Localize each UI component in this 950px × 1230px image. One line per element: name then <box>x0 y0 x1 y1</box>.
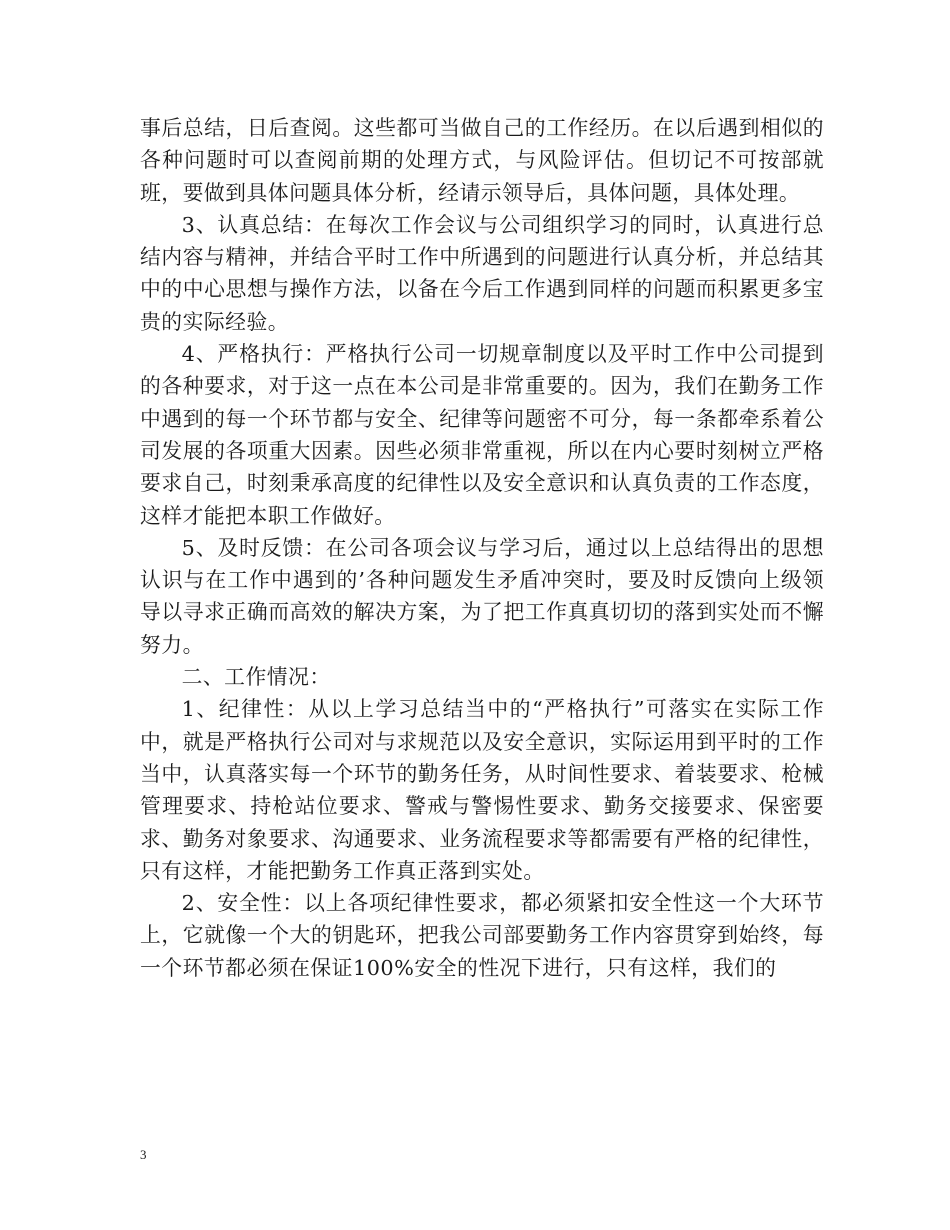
paragraph-item-1-discipline: 1、纪律性：从以上学习总结当中的“严格执行”可落实在实际工作中，就是严格执行公司对与求规范以及安全意识，实际运用到平时的工作当中，认真落实每一个环节的勤务任务，从时间性要求、着装要求、枪械管理要求、持枪站位要求、警戒与警惕性要求、勤务交接要求、保密要求、勤务对象要求、沟通要求、业务流程要求等都需要有严格的纪律性，只有这样，才能把勤务工作真正落到实处。 <box>140 697 824 883</box>
page-number: 3 <box>140 1147 147 1162</box>
section-heading-work-situation: 二、工作情况： <box>181 665 331 690</box>
document-body <box>140 112 824 984</box>
paragraph-item-4-strict-execution: 4、严格执行：严格执行公司一切规章制度以及平时工作中公司提到的各种要求，对于这一点在本公司是非常重要的。因为，我们在勤务工作中遇到的每一个环节都与安全、纪律等问题密不可分，每一条都牵系着公司发展的各项重大因素。因些必须非常重视，所以在内心要时刻树立严格要求自己，时刻秉承高度的纪律性以及安全意识和认真负责的工作态度，这样才能把本职工作做好。 <box>140 342 824 528</box>
paragraph-item-5-timely-feedback: 5、及时反馈：在公司各项会议与学习后，通过以上总结得出的思想认识与在工作中遇到的’各种问题发生矛盾冲突时，要及时反馈向上级领导以寻求正确而高效的解决方案，为了把工作真真切切的落到实处而不懈努力。 <box>140 535 824 657</box>
paragraph-continuation: 事后总结，日后查阅。这些都可当做自己的工作经历。在以后遇到相似的各种问题时可以查阅前期的处理方式，与风险评估。但切记不可按部就班，要做到具体问题具体分析，经请示领导后，具体问题，具体处理。 <box>140 116 824 205</box>
paragraph-item-2-safety: 2、安全性：以上各项纪律性要求，都必须紧扣安全性这一个大环节上，它就像一个大的钥匙环，把我公司部要勤务工作内容贯穿到始终，每一个环节都必须在保证100%安全的性况下进行，只有这样，我们的 <box>140 891 824 980</box>
paragraph-item-3-careful-summary: 3、认真总结：在每次工作会议与公司组织学习的同时，认真进行总结内容与精神，并结合平时工作中所遇到的问题进行认真分析，并总结其中的中心思想与操作方法，以备在今后工作遇到同样的问题而积累更多宝贵的实际经验。 <box>140 212 824 334</box>
